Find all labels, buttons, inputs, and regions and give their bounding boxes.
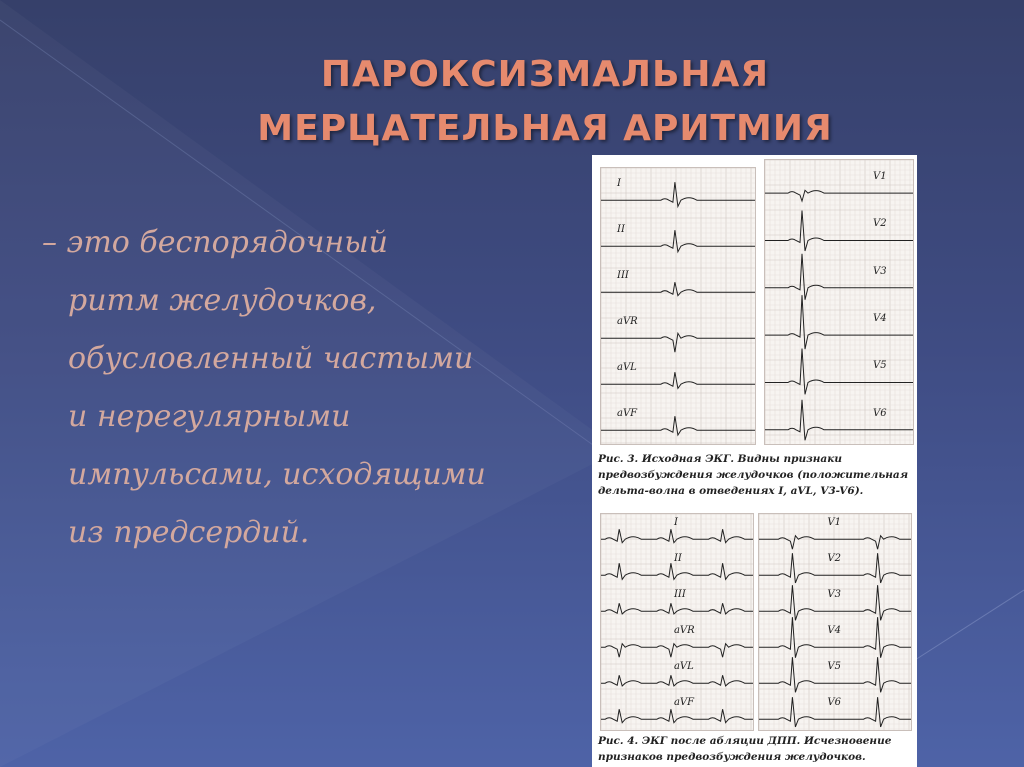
ecg-lead-label: V3 xyxy=(827,589,841,601)
body-line-1: – это беспорядочный xyxy=(42,225,388,260)
definition-text xyxy=(42,214,562,562)
ecg-lead-label: V5 xyxy=(827,661,841,673)
ecg-panel-chest-leads-after xyxy=(758,513,912,731)
figure-caption-3 xyxy=(598,451,914,499)
ecg-lead-label: aVR xyxy=(673,625,695,637)
ecg-lead-label: V4 xyxy=(873,313,887,325)
ecg-lead-label: aVF xyxy=(617,408,638,420)
ecg-lead-label: aVR xyxy=(617,316,638,328)
caption-3-line-1: Рис. 3. Исходная ЭКГ. Видны признаки xyxy=(598,453,842,465)
figure-caption-4 xyxy=(598,733,914,765)
ecg-lead-label: III xyxy=(673,589,686,601)
ecg-lead-label: V6 xyxy=(827,697,841,709)
body-line-4: и нерегулярными xyxy=(68,399,351,434)
ecg-lead-label: V3 xyxy=(873,265,887,277)
ecg-trace xyxy=(601,603,753,614)
ecg-trace xyxy=(765,190,913,201)
ecg-lead-label: V1 xyxy=(873,171,887,183)
ecg-trace xyxy=(601,644,753,658)
ecg-trace xyxy=(601,282,755,296)
ecg-lead-label: V5 xyxy=(873,360,887,372)
caption-3-line-3: дельта-волна в отведениях I, aVL, V3-V6). xyxy=(598,485,864,497)
ecg-lead-label: aVF xyxy=(673,697,695,709)
ecg-figure xyxy=(592,155,917,767)
ecg-panel-limb-leads-before xyxy=(600,167,756,445)
body-line-2: ритм желудочков, xyxy=(68,283,377,318)
ecg-lead-label: V2 xyxy=(873,218,887,230)
title-line-1: ПАРОКСИЗМАЛЬНАЯ xyxy=(320,54,770,95)
ecg-panel-limb-leads-after xyxy=(600,513,754,731)
ecg-lead-label: I xyxy=(673,517,678,529)
slide-title xyxy=(0,48,1024,156)
ecg-trace xyxy=(765,349,913,395)
caption-3-line-2: предвозбуждения желудочков (положительная xyxy=(598,469,909,481)
ecg-trace xyxy=(765,295,913,349)
ecg-lead-label: aVL xyxy=(673,661,694,673)
ecg-grid-and-traces xyxy=(601,168,755,444)
ecg-trace xyxy=(601,709,753,723)
ecg-trace xyxy=(601,372,755,388)
caption-4-line-1: Рис. 4. ЭКГ после абляции ДПП. Исчезновение xyxy=(598,735,892,747)
ecg-lead-label: III xyxy=(617,270,629,282)
ecg-lead-label: V4 xyxy=(827,625,841,637)
ecg-panel-chest-leads-before xyxy=(764,159,914,445)
ecg-lead-label: aVL xyxy=(617,362,637,374)
ecg-lead-label: II xyxy=(673,553,682,565)
ecg-trace xyxy=(601,675,753,686)
ecg-trace xyxy=(759,617,911,658)
caption-4-line-2: признаков предвозбуждения желудочков. xyxy=(598,751,866,763)
body-line-6: из предсердий. xyxy=(68,515,310,550)
ecg-lead-label: I xyxy=(617,178,621,190)
ecg-trace xyxy=(601,529,753,543)
ecg-trace xyxy=(765,254,913,300)
body-line-5: импульсами, исходящими xyxy=(68,457,486,492)
ecg-trace xyxy=(601,563,753,579)
ecg-lead-label: II xyxy=(617,224,625,236)
title-line-2: МЕРЦАТЕЛЬНАЯ АРИТМИЯ xyxy=(257,108,833,149)
ecg-lead-label: V2 xyxy=(827,553,841,565)
ecg-trace xyxy=(759,536,911,550)
body-line-3: обусловленный частыми xyxy=(68,341,474,376)
ecg-lead-label: V1 xyxy=(827,517,841,529)
ecg-grid-and-traces xyxy=(765,160,913,444)
ecg-lead-label: V6 xyxy=(873,407,887,419)
